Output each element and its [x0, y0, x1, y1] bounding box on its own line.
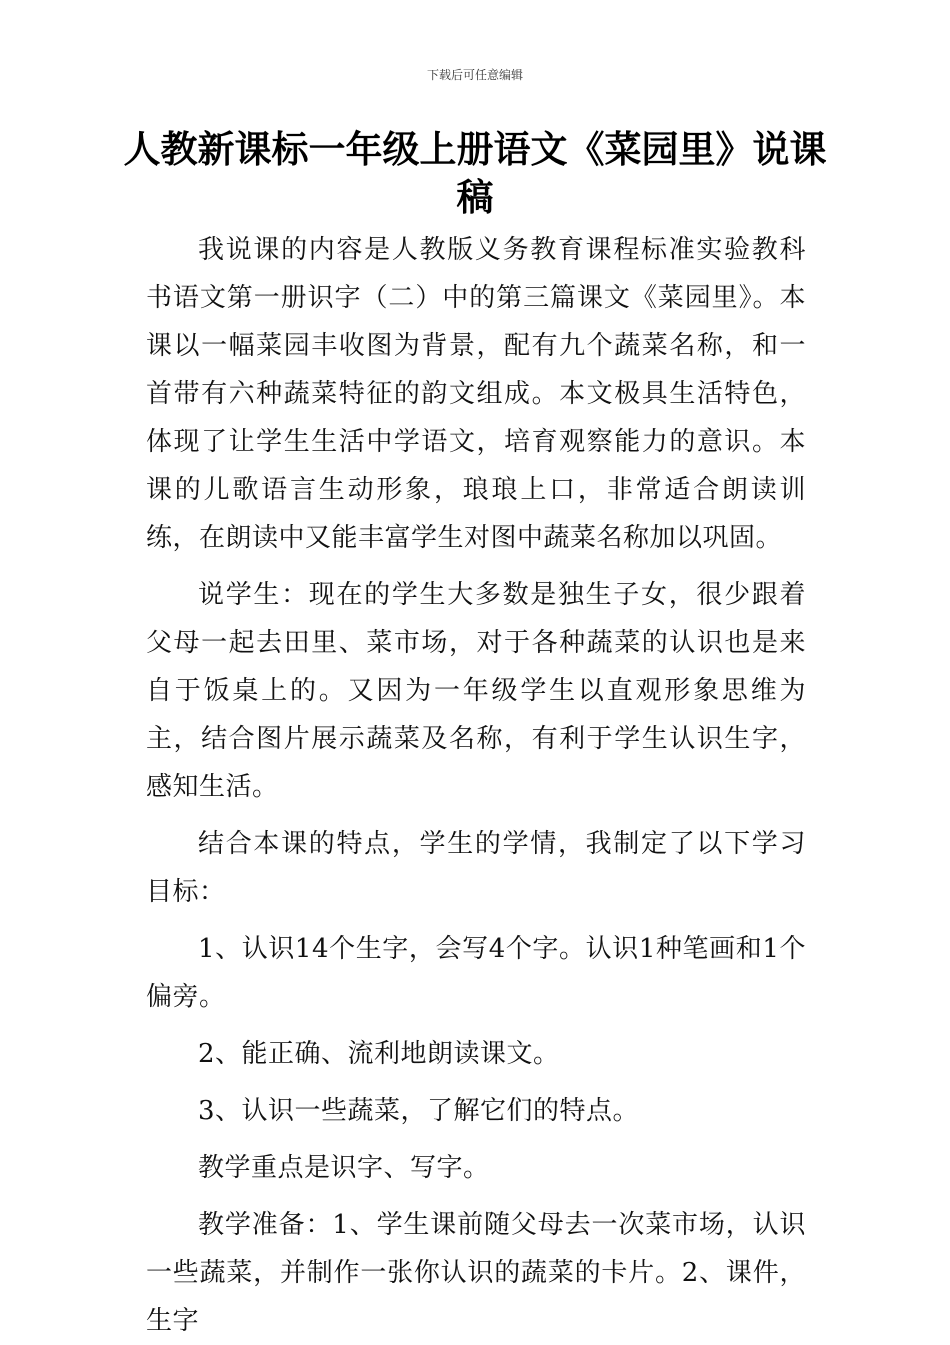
paragraph-preparation: 教学准备：1、学生课前随父母去一次菜市场，认识一些蔬菜，并制作一张你认识的蔬菜的卡片。2、课件，生字	[146, 1210, 806, 1336]
paragraph-students: 说学生：现在的学生大多数是独生子女，很少跟着父母一起去田里、菜市场，对于各种蔬菜的认识也是来自于饭桌上的。又因为一年级学生以直观形象思维为主，结合图片展示蔬菜及名称，有利于学生认识生字，感知生活。	[146, 580, 806, 802]
paragraph-goals-intro: 结合本课的特点，学生的学情，我制定了以下学习目标：	[146, 829, 806, 907]
document-body	[146, 226, 806, 1345]
header-note: 下载后可任意编辑	[426, 68, 523, 82]
paragraph-goal-2: 2、能正确、流利地朗读课文。	[198, 1039, 560, 1069]
paragraph-goal-3: 3、认识一些蔬菜，了解它们的特点。	[198, 1096, 640, 1126]
paragraph-goal-1: 1、认识14个生字，会写4个字。认识1种笔画和1个偏旁。	[146, 934, 806, 1012]
document-title: 人教新课标一年级上册语文《菜园里》说课稿	[123, 128, 827, 219]
paragraph-content-intro: 我说课的内容是人教版义务教育课程标准实验教科书语文第一册识字（二）中的第三篇课文《菜园里》。本课以一幅菜园丰收图为背景，配有九个蔬菜名称，和一首带有六种蔬菜特征的韵文组成。本文极具生活特色，体现了让学生生活中学语文，培育观察能力的意识。本课的儿歌语言生动形象，琅琅上口，非常适合朗读训练，在朗读中又能丰富学生对图中蔬菜名称加以巩固。	[146, 235, 806, 553]
paragraph-key-points: 教学重点是识字、写字。	[198, 1153, 490, 1183]
